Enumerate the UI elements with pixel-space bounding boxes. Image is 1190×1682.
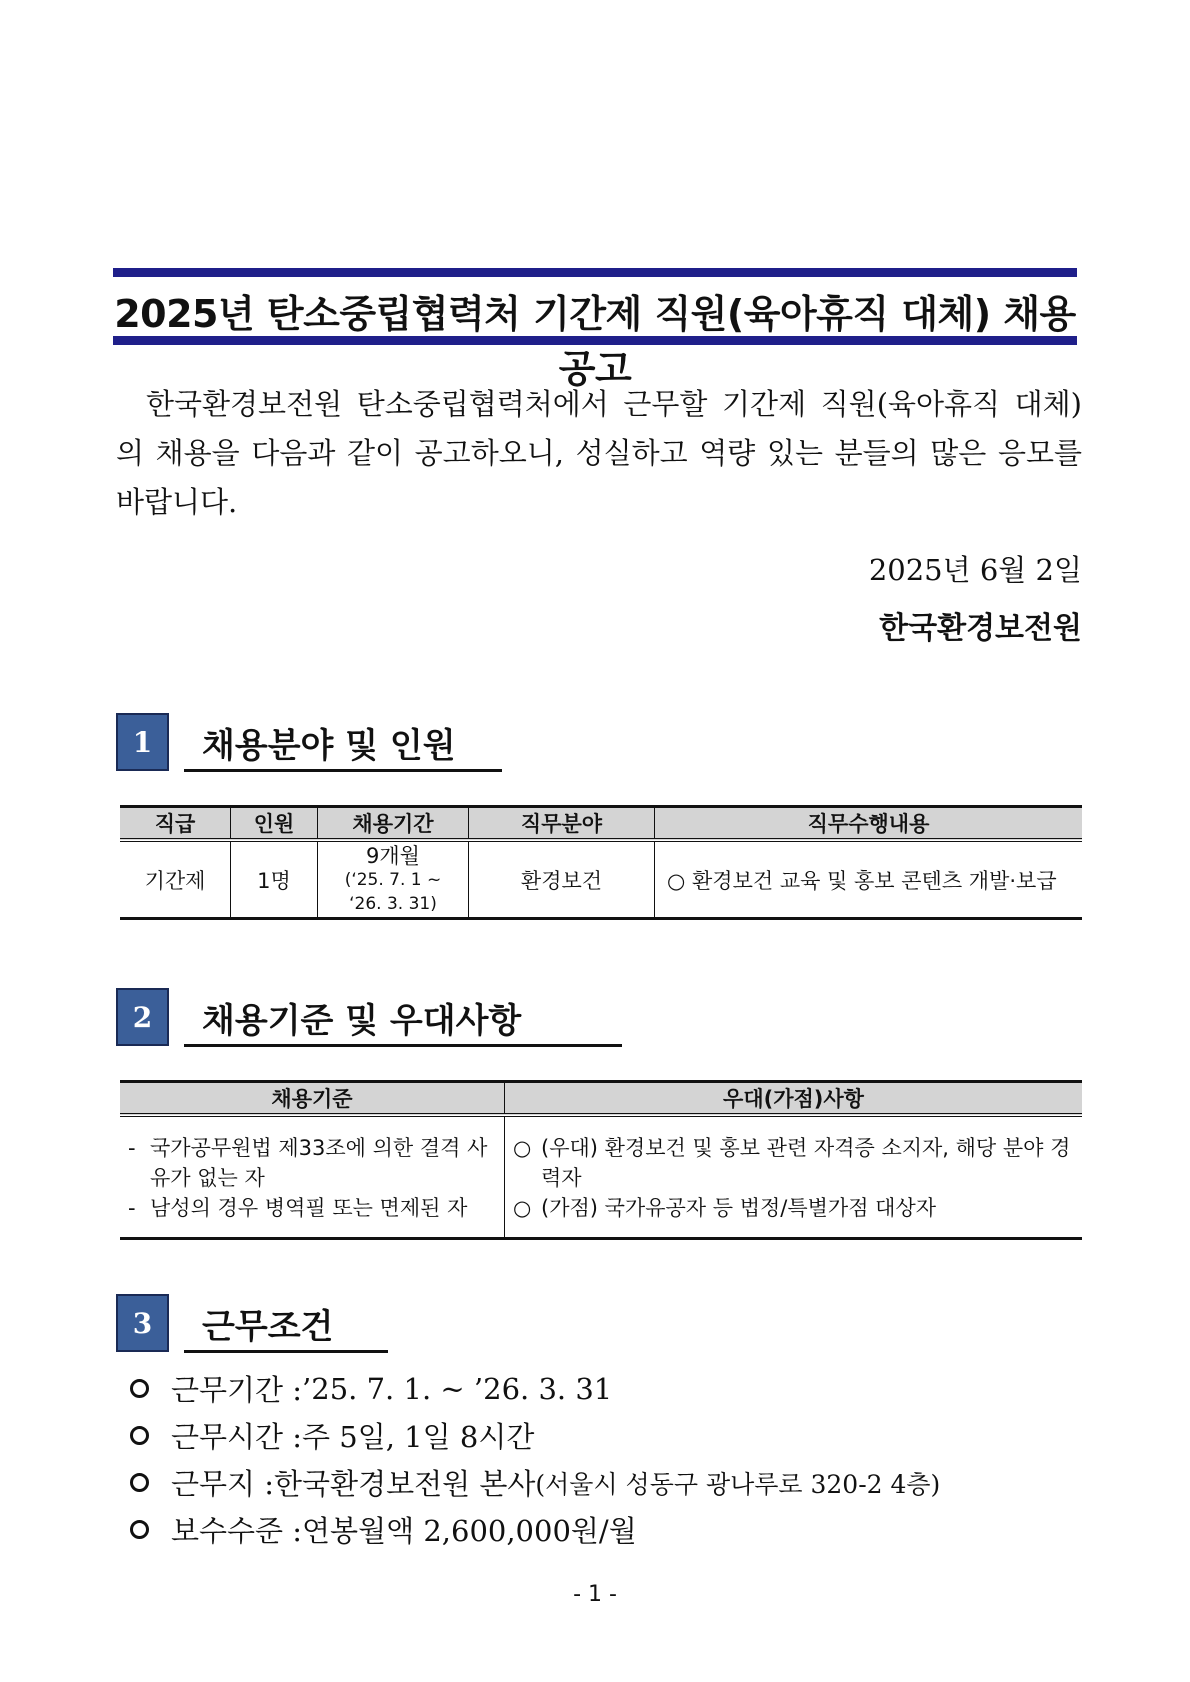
dash-marker: - <box>128 1196 136 1220</box>
cell-count: 1명 <box>231 840 318 919</box>
circle-marker: ○ <box>513 1196 532 1220</box>
header-preferences: 우대(가점)사항 <box>505 1082 1083 1116</box>
criteria-table <box>120 1080 1082 1240</box>
cell-field: 환경보건 <box>469 840 655 919</box>
period-start: (‘25. 7. 1 ~ <box>344 869 442 890</box>
list-item <box>513 1193 1074 1223</box>
condition-value: 연봉월액 2,600,000원/월 <box>302 1514 637 1548</box>
dash-marker: - <box>128 1136 136 1160</box>
header-field: 직무분야 <box>469 807 655 841</box>
section-3-number: 3 <box>116 1294 169 1352</box>
page-number: - 1 - <box>573 1582 617 1607</box>
condition-item <box>130 1509 637 1550</box>
circle-marker: ○ <box>513 1136 532 1160</box>
intro-paragraph <box>116 380 1082 527</box>
section-2-underline <box>184 1044 622 1047</box>
table-row <box>120 840 1082 919</box>
header-period: 채용기간 <box>318 807 469 841</box>
section-3-underline <box>184 1350 388 1353</box>
page-title: 2025년 탄소중립협력처 기간제 직원(육아휴직 대체) 채용공고 <box>114 292 1076 391</box>
list-item <box>128 1193 496 1223</box>
table-row <box>120 1115 1082 1239</box>
criteria-header-row <box>120 1082 1082 1116</box>
condition-item <box>130 1462 940 1503</box>
condition-label: 근무지 : <box>171 1467 275 1501</box>
positions-header-row <box>120 807 1082 841</box>
cell-grade: 기간제 <box>120 840 231 919</box>
condition-value: 한국환경보전원 본사 <box>274 1467 536 1501</box>
intro-text: 한국환경보전원 탄소중립협력처에서 근무할 기간제 직원(육아휴직 대체)의 채용을 다음과 같이 공고하오니, 성실하고 역량 있는 분들의 많은 응모를 바랍니다. <box>116 387 1082 519</box>
section-1-number: 1 <box>116 713 169 771</box>
list-item <box>128 1133 496 1193</box>
criteria-cell <box>120 1115 505 1239</box>
title-bottom-rule <box>113 336 1077 345</box>
preference-text: (우대) 환경보건 및 홍보 관련 자격증 소지자, 해당 분야 경력자 <box>541 1136 1071 1190</box>
period-duration: 9개월 <box>366 843 420 868</box>
list-item <box>513 1133 1074 1193</box>
cell-period <box>318 840 469 919</box>
header-criteria: 채용기준 <box>120 1082 505 1116</box>
condition-label: 근무기간 : <box>171 1373 303 1407</box>
title-top-rule <box>113 268 1077 277</box>
ring-bullet-icon <box>130 1426 149 1445</box>
ring-bullet-icon <box>130 1520 149 1539</box>
condition-value: ’25. 7. 1. ~ ’26. 3. 31 <box>302 1371 613 1406</box>
condition-value: 주 5일, 1일 8시간 <box>302 1420 535 1454</box>
ring-bullet-icon <box>130 1379 149 1398</box>
preference-text: (가점) 국가유공자 등 법정/특별가점 대상자 <box>541 1196 937 1220</box>
section-2-title: 채용기준 및 우대사항 <box>202 1001 522 1041</box>
condition-label: 보수수준 : <box>171 1514 303 1548</box>
section-3-title: 근무조건 <box>202 1307 334 1347</box>
preferences-cell <box>505 1115 1083 1239</box>
section-2-number: 2 <box>116 988 169 1046</box>
section-1-title: 채용분야 및 인원 <box>202 726 456 766</box>
condition-note: (서울시 성동구 광나루로 320-2 4층) <box>535 1469 941 1499</box>
period-end: ‘26. 3. 31) <box>349 893 437 914</box>
header-duties: 직무수행내용 <box>655 807 1083 841</box>
condition-item <box>130 1415 534 1456</box>
condition-label: 근무시간 : <box>171 1420 303 1454</box>
organization-name: 한국환경보전원 <box>879 611 1082 646</box>
criteria-text: 국가공무원법 제33조에 의한 결격 사유가 없는 자 <box>150 1136 488 1190</box>
condition-item <box>130 1368 612 1409</box>
positions-table <box>120 805 1082 920</box>
criteria-text: 남성의 경우 병역필 또는 면제된 자 <box>150 1196 468 1220</box>
ring-bullet-icon <box>130 1473 149 1492</box>
header-count: 인원 <box>231 807 318 841</box>
cell-duties: ○ 환경보건 교육 및 홍보 콘텐츠 개발·보급 <box>655 840 1083 919</box>
notice-date: 2025년 6월 2일 <box>868 553 1082 587</box>
header-grade: 직급 <box>120 807 231 841</box>
section-1-underline <box>184 769 502 772</box>
